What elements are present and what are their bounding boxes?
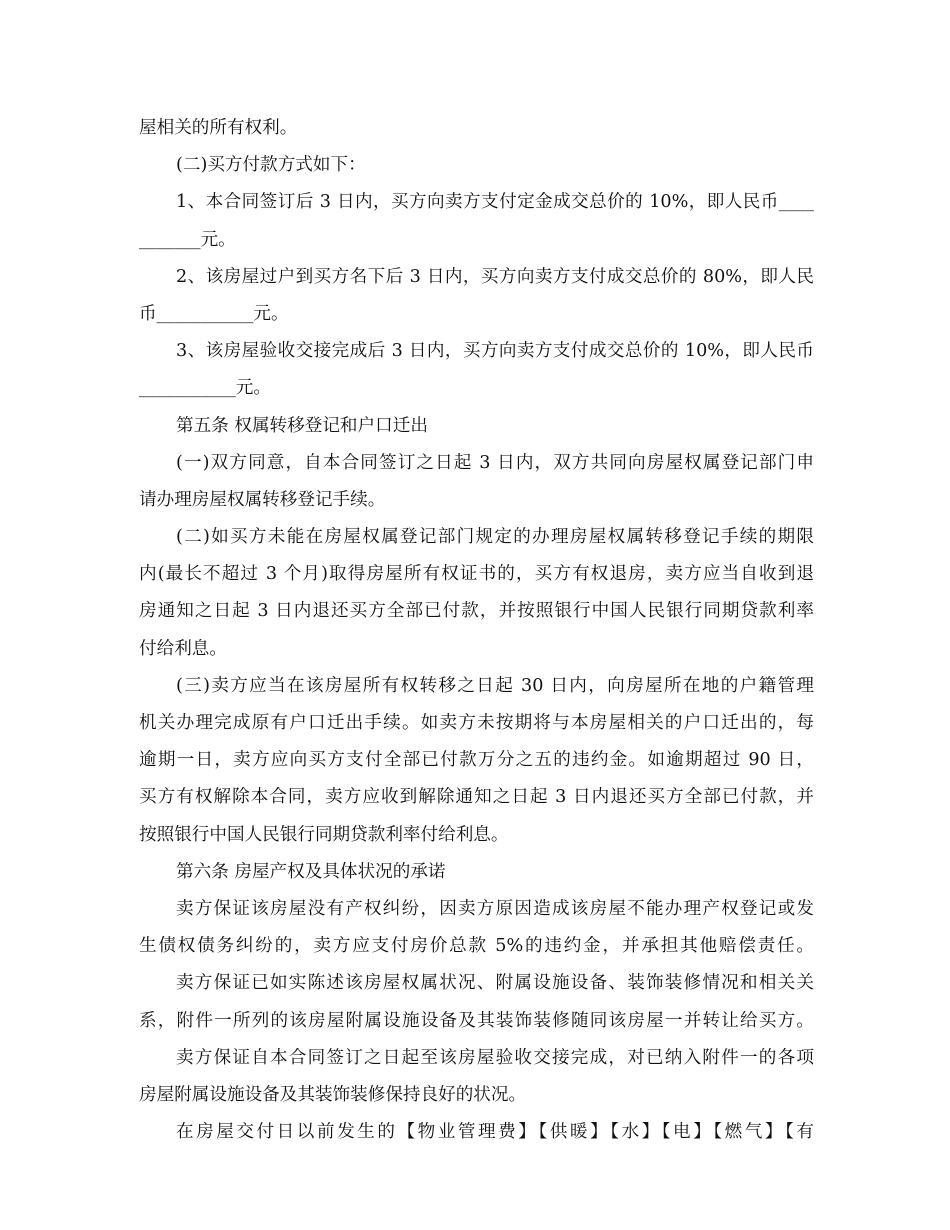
text-line: 请办理房屋权属转移登记手续。 [139,489,386,510]
document-page [139,110,814,1151]
text-line: 生债权债务纠纷的，卖方应支付房价总款 5%的违约金，并承担其他赔偿责任。 [139,936,814,957]
text-line: _______元。 [139,229,236,250]
text-line: 卖方保证该房屋没有产权纠纷，因卖方原因造成该房屋不能办理产权登记或发 [176,898,814,919]
text-line: 卖方保证自本合同签订之日起至该房屋验收交接完成，对已纳入附件一的各项 [176,1047,814,1068]
text-line: ___________元。 [139,378,271,399]
text-line: 屋相关的所有权利。 [139,118,298,138]
text-line: 逾期一日，卖方应向买方支付全部已付款万分之五的违约金。如逾期超过 90 日， [139,750,814,771]
text-line: 按照银行中国人民银行同期贷款利率付给利息。 [139,824,509,845]
text-line: (二)买方付款方式如下： [176,155,366,176]
text-line: (二)如买方未能在房屋权属登记部门规定的办理房屋权属转移登记手续的期限 [176,527,814,548]
text-line: 2、该房屋过户到买方名下后 3 日内，买方向卖方支付成交总价的 80%，即人民 [176,266,814,287]
text-line: 系，附件一所列的该房屋附属设施设备及其装饰装修随同该房屋一并转让给买方。 [139,1010,814,1031]
text-line: (三)卖方应当在该房屋所有权转移之日起 30 日内，向房屋所在地的户籍管理 [176,675,814,696]
text-line: 内(最长不超过 3 个月)取得房屋所有权证书的，买方有权退房，卖方应当自收到退 [139,564,814,585]
text-line: 在房屋交付日以前发生的【物业管理费】【供暖】【水】【电】【燃气】【有 [176,1122,814,1143]
text-line: 第六条 房屋产权及具体状况的承诺 [176,861,446,882]
text-line: 房屋附属设施设备及其装饰装修保持良好的状况。 [139,1084,527,1105]
text-line: 第五条 权属转移登记和户口迁出 [176,415,428,436]
text-line: 卖方保证已如实陈述该房屋权属状况、附属设施设备、装饰装修情况和相关关 [176,973,814,994]
text-line: (一)双方同意，自本合同签订之日起 3 日内，双方共同向房屋权属登记部门申 [176,452,814,473]
text-line: 买方有权解除本合同，卖方应收到解除通知之日起 3 日内退还买方全部已付款，并 [139,787,814,808]
text-line: 3、该房屋验收交接完成后 3 日内，买方向卖方支付成交总价的 10%，即人民币 [176,341,814,362]
text-line: 机关办理完成原有户口迁出手续。如卖方未按期将与本房屋相关的户口迁出的，每 [139,713,814,733]
text-line: 币___________元。 [139,303,289,324]
text-line: 付给利息。 [139,638,227,659]
text-line: 1、本合同签订后 3 日内，买方向卖方支付定金成交总价的 10%，即人民币____ [176,192,814,213]
text-line: 房通知之日起 3 日内退还买方全部已付款，并按照银行中国人民银行同期贷款利率 [139,601,814,622]
